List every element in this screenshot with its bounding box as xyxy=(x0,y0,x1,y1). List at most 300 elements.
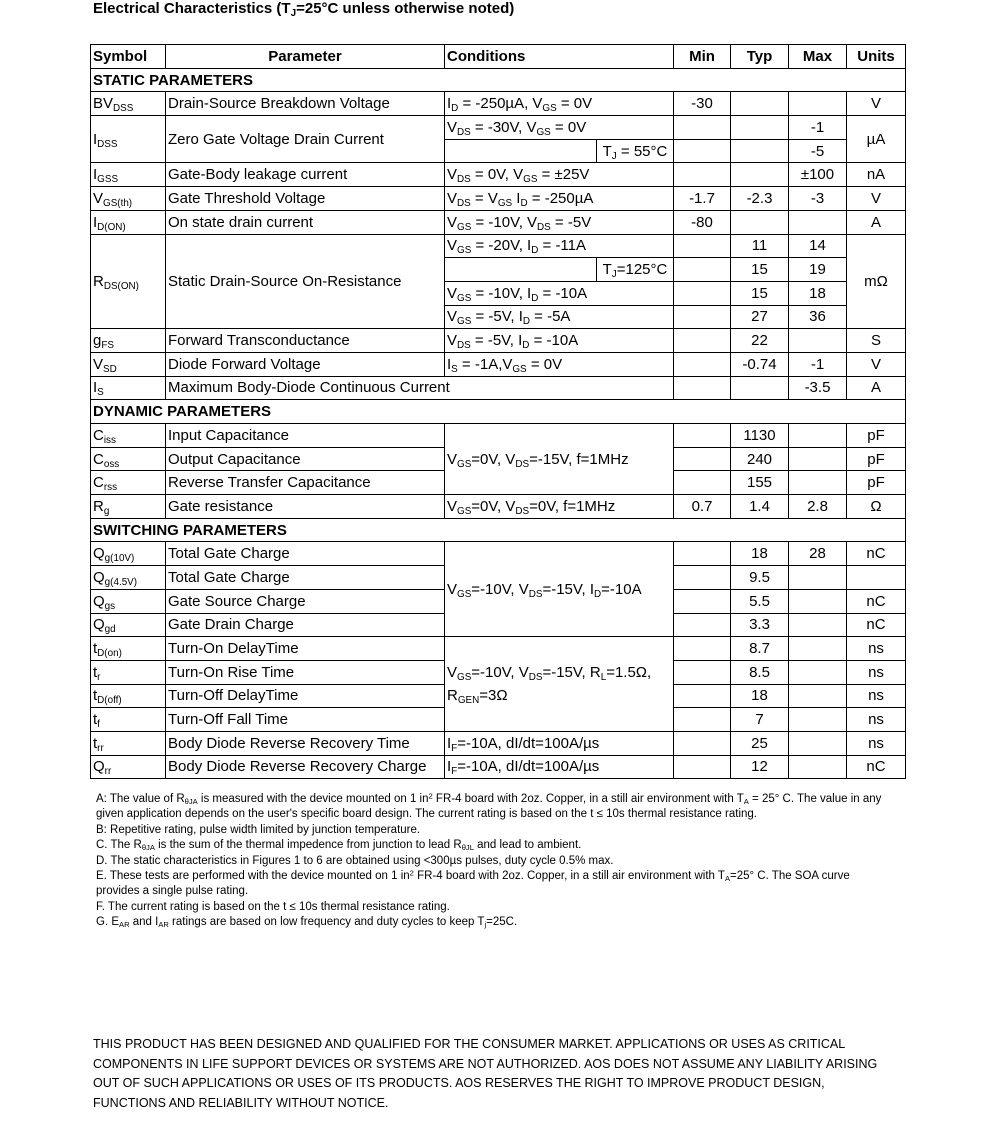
symbol-text: Q xyxy=(93,616,105,634)
parameter-cell: Input Capacitance xyxy=(166,424,445,448)
symbol-sub: D(on) xyxy=(97,647,122,659)
cond-sub: GS xyxy=(457,588,472,600)
min-cell: -30 xyxy=(674,92,731,116)
section-row xyxy=(91,400,906,424)
min-cell xyxy=(674,542,731,566)
typ-cell: -2.3 xyxy=(731,187,789,211)
min-cell xyxy=(674,589,731,613)
note-a xyxy=(96,792,896,823)
typ-cell: 11 xyxy=(731,234,789,258)
symbol-text: Q xyxy=(93,568,105,586)
parameter-cell: Turn-Off DelayTime xyxy=(166,684,445,708)
symbol-sub: SD xyxy=(103,363,117,375)
max-cell xyxy=(789,613,847,637)
units-cell: V xyxy=(847,92,906,116)
note-text: C. The R xyxy=(96,839,142,852)
cond-sub: D xyxy=(522,339,530,351)
cond-text: R xyxy=(447,687,458,705)
parameter-cell: Gate Drain Charge xyxy=(166,613,445,637)
typ-cell xyxy=(731,376,789,400)
parameter-cell: Body Diode Reverse Recovery Charge xyxy=(166,755,445,779)
max-cell xyxy=(789,447,847,471)
units-cell: ns xyxy=(847,731,906,755)
typ-cell: 5.5 xyxy=(731,589,789,613)
typ-cell xyxy=(731,139,789,163)
parameter-cell: Zero Gate Voltage Drain Current xyxy=(166,116,445,163)
min-cell xyxy=(674,281,731,305)
note-sup: 2 xyxy=(409,868,414,878)
symbol-sub: DSS xyxy=(113,102,134,114)
typ-cell: 1.4 xyxy=(731,495,789,519)
cond-text: = -10A xyxy=(529,332,579,350)
cond-text: I xyxy=(447,95,452,113)
units-cell: ns xyxy=(847,708,906,732)
max-cell: -1 xyxy=(789,116,847,140)
parameter-cell: On state drain current xyxy=(166,210,445,234)
symbol-cell xyxy=(91,116,166,163)
symbol-sub: oss xyxy=(103,458,120,470)
symbol-cell xyxy=(91,234,166,329)
cond-text: =-10A xyxy=(601,580,642,598)
cond-text: V xyxy=(447,580,458,598)
typ-cell: 18 xyxy=(731,684,789,708)
min-cell: -80 xyxy=(674,210,731,234)
cond-sub: DS xyxy=(528,588,543,600)
symbol-sub: r xyxy=(97,671,101,683)
cond-text: =-15V, R xyxy=(542,664,601,682)
symbol-cell xyxy=(91,187,166,211)
parameter-cell: Turn-On Rise Time xyxy=(166,660,445,684)
table-row xyxy=(91,329,906,353)
cond-sub: GS xyxy=(536,126,551,138)
note-text: ratings are based on low frequency and duty cycles to keep T xyxy=(168,916,485,929)
conditions-cell xyxy=(445,187,674,211)
symbol-cell xyxy=(91,163,166,187)
typ-cell: 7 xyxy=(731,708,789,732)
cond-text: V xyxy=(447,284,458,302)
table-row xyxy=(91,116,906,140)
conditions-cell xyxy=(445,352,674,376)
typ-cell: 240 xyxy=(731,447,789,471)
parameter-cell: Turn-Off Fall Time xyxy=(166,708,445,732)
symbol-text: I xyxy=(93,130,98,148)
typ-cell: 3.3 xyxy=(731,613,789,637)
cond-text: V xyxy=(447,118,458,136)
conditions-cell xyxy=(445,542,674,637)
note-b: B: Repetitive rating, pulse width limited by junction temperature. xyxy=(96,823,421,836)
conditions-cell xyxy=(445,92,674,116)
max-cell xyxy=(789,471,847,495)
symbol-cell xyxy=(91,637,166,661)
symbol-sub: D(off) xyxy=(97,695,122,707)
cond-sub: L xyxy=(600,671,607,683)
cond-text: = -30V, V xyxy=(470,118,537,136)
symbol-cell xyxy=(91,589,166,613)
note-g xyxy=(96,915,896,930)
cond-sub: DS xyxy=(528,671,543,683)
min-cell xyxy=(674,684,731,708)
cond-text: V xyxy=(447,450,458,468)
note-sup: 2 xyxy=(428,791,433,801)
parameter-cell: Diode Forward Voltage xyxy=(166,352,445,376)
table-row xyxy=(91,424,906,448)
typ-cell: 8.5 xyxy=(731,660,789,684)
symbol-sub: FS xyxy=(101,339,114,351)
cond-sub: GS xyxy=(457,671,472,683)
symbol-sub: f xyxy=(97,718,100,730)
parameter-cell: Reverse Transfer Capacitance xyxy=(166,471,445,495)
note-text: =25C. xyxy=(486,916,518,929)
cond-text: V xyxy=(447,497,458,515)
units-cell: ns xyxy=(847,684,906,708)
parameter-cell: Static Drain-Source On-Resistance xyxy=(166,234,445,329)
parameter-cell: Gate-Body leakage current xyxy=(166,163,445,187)
cond-text: = -11A xyxy=(538,237,587,255)
cond-sub: D xyxy=(594,588,602,600)
cond-sub: J xyxy=(611,150,617,162)
electrical-characteristics-table xyxy=(90,44,906,779)
note-sub: AR xyxy=(119,920,130,930)
typ-cell: 9.5 xyxy=(731,566,789,590)
symbol-text: V xyxy=(93,189,104,207)
symbol-text: t xyxy=(93,734,98,752)
cond-sub: DS xyxy=(457,174,471,186)
title-prefix: Electrical Characteristics (T xyxy=(93,0,291,17)
max-cell: 18 xyxy=(789,281,847,305)
note-c xyxy=(96,838,896,853)
symbol-sub: rr xyxy=(97,742,104,754)
note-text: A: The value of R xyxy=(96,793,185,805)
tj-cell xyxy=(597,258,674,282)
note-text: is the sum of the thermal impedence from junction to lead R xyxy=(154,839,462,852)
units-cell: ns xyxy=(847,637,906,661)
symbol-text: I xyxy=(93,379,98,397)
symbol-text: t xyxy=(93,663,98,681)
header-typ: Typ xyxy=(731,45,789,69)
cond-text: = -20V, I xyxy=(471,237,532,255)
note-d: D. The static characteristics in Figures 1 to 6 are obtained using <300µs pulses, duty cycle 0.5% max. xyxy=(96,854,614,867)
symbol-sub: S xyxy=(97,387,104,399)
symbol-sub: rss xyxy=(103,481,118,493)
cond-text: V xyxy=(447,237,458,255)
section-dynamic: DYNAMIC PARAMETERS xyxy=(91,400,906,424)
min-cell xyxy=(674,234,731,258)
max-cell xyxy=(789,329,847,353)
symbol-cell xyxy=(91,210,166,234)
units-cell: µA xyxy=(847,116,906,163)
typ-cell: 155 xyxy=(731,471,789,495)
conditions-cell xyxy=(445,163,674,187)
cond-text: = V xyxy=(470,189,498,207)
cond-sub: D xyxy=(451,102,459,114)
cond-text: V xyxy=(447,332,458,350)
max-cell: -5 xyxy=(789,139,847,163)
conditions-cell xyxy=(445,731,674,755)
cond-text: = ±25V xyxy=(537,166,590,184)
symbol-sub: GS(th) xyxy=(103,197,133,209)
max-cell xyxy=(789,637,847,661)
symbol-sub: D(ON) xyxy=(97,221,126,233)
symbol-text: C xyxy=(93,426,104,444)
typ-cell xyxy=(731,116,789,140)
cond-text: =-10A, dI/dt=100A/µs xyxy=(457,758,600,776)
note-sub: j xyxy=(484,920,487,930)
cond-text: T xyxy=(602,261,612,279)
typ-cell: 8.7 xyxy=(731,637,789,661)
min-cell xyxy=(674,139,731,163)
cond-text: = -10V, I xyxy=(471,284,532,302)
table-row xyxy=(91,495,906,519)
parameter-cell: Maximum Body-Diode Continuous Current xyxy=(166,376,674,400)
cond-text: T xyxy=(602,142,612,160)
table-row xyxy=(91,755,906,779)
cond-text: =1.5Ω, xyxy=(606,664,652,682)
header-conditions: Conditions xyxy=(445,45,674,69)
cond-text: V xyxy=(447,308,458,326)
min-cell xyxy=(674,660,731,684)
table-row xyxy=(91,637,906,661)
cond-text: =-15V, I xyxy=(542,580,595,598)
symbol-text: C xyxy=(93,450,104,468)
max-cell: 28 xyxy=(789,542,847,566)
cond-text: V xyxy=(447,664,458,682)
max-cell: -3 xyxy=(789,187,847,211)
parameter-cell: Output Capacitance xyxy=(166,447,445,471)
symbol-text: t xyxy=(93,687,98,705)
typ-cell: 15 xyxy=(731,258,789,282)
units-cell: pF xyxy=(847,447,906,471)
units-cell: A xyxy=(847,376,906,400)
units-cell: pF xyxy=(847,424,906,448)
min-cell xyxy=(674,376,731,400)
max-cell xyxy=(789,424,847,448)
symbol-cell xyxy=(91,376,166,400)
cond-sub: DS xyxy=(515,458,530,470)
table-row xyxy=(91,376,906,400)
parameter-cell: Total Gate Charge xyxy=(166,566,445,590)
symbol-cell xyxy=(91,708,166,732)
cond-sub: GS xyxy=(457,245,472,257)
cond-text: = 0V xyxy=(550,118,587,136)
units-cell: nA xyxy=(847,163,906,187)
cond-text: =125°C xyxy=(616,261,668,279)
units-cell: V xyxy=(847,352,906,376)
units-cell: nC xyxy=(847,542,906,566)
cond-sub: D xyxy=(531,292,539,304)
typ-cell: 15 xyxy=(731,281,789,305)
units-cell: nC xyxy=(847,755,906,779)
parameter-cell: Gate resistance xyxy=(166,495,445,519)
max-cell xyxy=(789,684,847,708)
typ-cell: 1130 xyxy=(731,424,789,448)
min-cell xyxy=(674,163,731,187)
typ-cell: 18 xyxy=(731,542,789,566)
conditions-cell xyxy=(445,258,597,282)
conditions-cell xyxy=(445,139,597,163)
section-switching: SWITCHING PARAMETERS xyxy=(91,518,906,542)
cond-sub: GS xyxy=(457,316,472,328)
note-sub: θJL xyxy=(461,843,474,853)
conditions-cell xyxy=(445,234,674,258)
cond-sub: F xyxy=(451,742,458,754)
min-cell xyxy=(674,116,731,140)
max-cell xyxy=(789,589,847,613)
cond-sub: GS xyxy=(457,458,472,470)
cond-text: =-15V, f=1MHz xyxy=(529,450,629,468)
min-cell xyxy=(674,637,731,661)
conditions-cell xyxy=(445,210,674,234)
note-text: = 25° C. The value in any given application depends on the user's specific board design. The current rating is based on the t ≤ 10s thermal resistance rating. xyxy=(96,793,882,821)
symbol-sub: GSS xyxy=(97,174,119,186)
header-parameter: Parameter xyxy=(166,45,445,69)
cond-sub: GEN xyxy=(457,694,480,706)
max-cell xyxy=(789,210,847,234)
conditions-cell xyxy=(445,637,674,732)
cond-text: V xyxy=(447,213,458,231)
symbol-text: R xyxy=(93,272,104,290)
cond-text: I xyxy=(447,734,452,752)
parameter-cell: Body Diode Reverse Recovery Time xyxy=(166,731,445,755)
symbol-cell xyxy=(91,471,166,495)
table-row xyxy=(91,92,906,116)
symbol-cell xyxy=(91,660,166,684)
cond-text: = -5V, I xyxy=(471,308,523,326)
symbol-sub: rr xyxy=(104,766,112,778)
cond-sub: GS xyxy=(457,221,472,233)
units-cell xyxy=(847,566,906,590)
cond-text: = -10A xyxy=(538,284,588,302)
min-cell xyxy=(674,566,731,590)
section-row xyxy=(91,518,906,542)
table-row xyxy=(91,352,906,376)
cond-text: =3Ω xyxy=(479,687,508,705)
units-cell: nC xyxy=(847,589,906,613)
symbol-sub: g(4.5V) xyxy=(104,576,138,588)
cond-text: = -5A xyxy=(530,308,571,326)
min-cell xyxy=(674,471,731,495)
note-text: G. E xyxy=(96,916,120,929)
table-row xyxy=(91,210,906,234)
cond-text: = -1A,V xyxy=(457,355,513,373)
symbol-text: Q xyxy=(93,545,105,563)
symbol-sub: DS(ON) xyxy=(103,280,139,292)
max-cell xyxy=(789,755,847,779)
typ-cell: -0.74 xyxy=(731,352,789,376)
min-cell xyxy=(674,755,731,779)
header-units: Units xyxy=(847,45,906,69)
symbol-sub: g(10V) xyxy=(104,553,135,565)
symbol-cell xyxy=(91,613,166,637)
units-cell: pF xyxy=(847,471,906,495)
cond-text: =-10A, dI/dt=100A/µs xyxy=(457,734,600,752)
max-cell xyxy=(789,92,847,116)
symbol-sub: g xyxy=(103,505,110,517)
title-sub: J xyxy=(290,7,297,19)
table-row xyxy=(91,234,906,258)
symbol-text: BV xyxy=(93,95,114,113)
typ-cell: 22 xyxy=(731,329,789,353)
note-text: and lead to ambient. xyxy=(473,839,582,852)
max-cell: 2.8 xyxy=(789,495,847,519)
header-row xyxy=(91,45,906,69)
title-suffix: =25°C unless otherwise noted) xyxy=(296,0,515,17)
symbol-text: C xyxy=(93,474,104,492)
cond-text: = -5V, I xyxy=(470,332,523,350)
min-cell xyxy=(674,329,731,353)
units-cell: nC xyxy=(847,613,906,637)
symbol-cell xyxy=(91,352,166,376)
cond-text: = -10V, V xyxy=(471,213,538,231)
symbol-sub: DSS xyxy=(97,138,118,150)
cond-sub: GS xyxy=(457,292,472,304)
cond-text: =-10V, V xyxy=(471,580,529,598)
min-cell xyxy=(674,352,731,376)
symbol-sub: gd xyxy=(104,624,116,636)
cond-text: V xyxy=(447,189,458,207)
max-cell: -3.5 xyxy=(789,376,847,400)
footnotes xyxy=(96,792,896,931)
units-cell: A xyxy=(847,210,906,234)
parameter-cell: Drain-Source Breakdown Voltage xyxy=(166,92,445,116)
units-cell: Ω xyxy=(847,495,906,519)
section-static: STATIC PARAMETERS xyxy=(91,68,906,92)
symbol-sub: iss xyxy=(103,434,116,446)
cond-text: V xyxy=(447,166,458,184)
note-text: FR-4 board with 2oz. Copper, in a still air environment with T xyxy=(413,870,725,883)
min-cell xyxy=(674,305,731,329)
symbol-cell xyxy=(91,92,166,116)
cond-sub: D xyxy=(531,245,539,257)
note-sub: A xyxy=(724,874,730,884)
symbol-cell xyxy=(91,447,166,471)
max-cell: ±100 xyxy=(789,163,847,187)
symbol-cell xyxy=(91,424,166,448)
min-cell xyxy=(674,613,731,637)
symbol-text: V xyxy=(93,355,104,373)
max-cell: 14 xyxy=(789,234,847,258)
note-text: =25° C. The SOA curve provides a single pulse rating. xyxy=(96,870,850,898)
symbol-text: t xyxy=(93,711,98,729)
section-row xyxy=(91,68,906,92)
cond-text: = 0V xyxy=(556,95,593,113)
tj-cell xyxy=(597,139,674,163)
cond-sub: GS xyxy=(497,197,513,209)
cond-sub: GS xyxy=(512,363,527,375)
page-title xyxy=(93,0,514,17)
note-sub: A xyxy=(743,797,749,807)
cond-text: = -250µA, V xyxy=(458,95,543,113)
symbol-cell xyxy=(91,755,166,779)
note-sub: AR xyxy=(158,920,169,930)
cond-sub: J xyxy=(611,268,617,280)
parameter-cell: Total Gate Charge xyxy=(166,542,445,566)
cond-text: =0V, f=1MHz xyxy=(529,497,616,515)
parameter-cell: Gate Source Charge xyxy=(166,589,445,613)
cond-text: I xyxy=(447,758,452,776)
cond-text: = -250µA xyxy=(527,189,594,207)
conditions-cell xyxy=(445,281,674,305)
cond-sub: S xyxy=(451,363,458,375)
max-cell xyxy=(789,660,847,684)
typ-cell xyxy=(731,92,789,116)
symbol-cell xyxy=(91,731,166,755)
min-cell: -1.7 xyxy=(674,187,731,211)
parameter-cell: Gate Threshold Voltage xyxy=(166,187,445,211)
min-cell xyxy=(674,258,731,282)
symbol-text: I xyxy=(93,213,98,231)
symbol-cell xyxy=(91,329,166,353)
conditions-cell xyxy=(445,755,674,779)
